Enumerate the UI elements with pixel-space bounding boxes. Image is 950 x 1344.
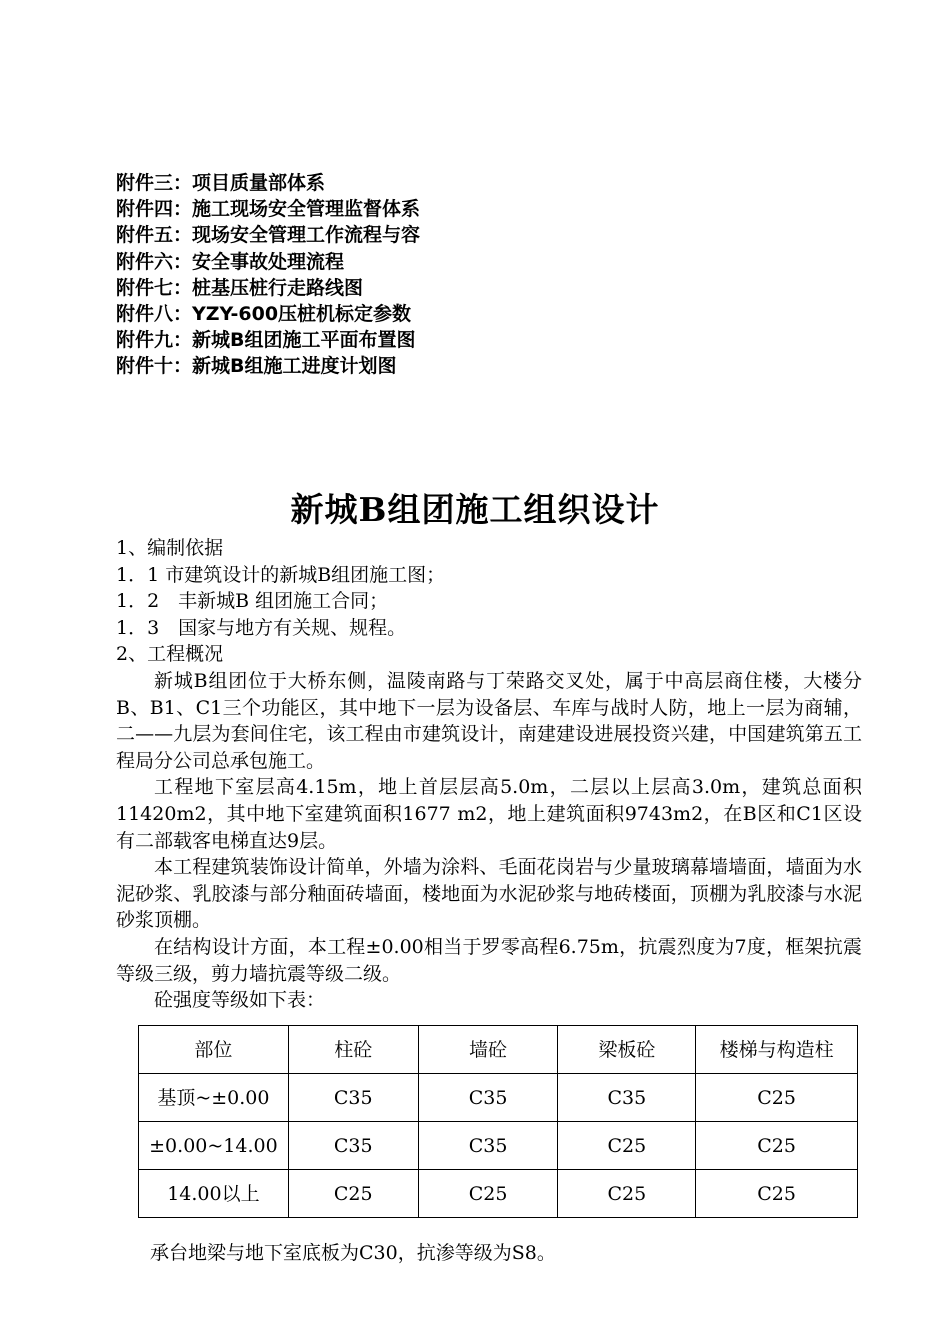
table-header-cell: 柱砼 <box>288 1026 418 1074</box>
basis-item: 1．1 市建筑设计的新城B组团施工图； <box>116 563 446 586</box>
appendix-item: 附件十：新城B组施工进度计划图 <box>116 355 397 378</box>
table-header-cell: 楼梯与构造柱 <box>696 1026 858 1074</box>
table-cell: C25 <box>696 1074 858 1122</box>
appendix-item: 附件六：安全事故处理流程 <box>116 250 345 273</box>
table-header-row <box>139 1026 858 1074</box>
table-header-cell: 墙砼 <box>418 1026 558 1074</box>
document-body <box>116 535 862 1014</box>
appendix-item: 附件七：桩基压桩行走路线图 <box>116 276 364 299</box>
table-cell: C35 <box>418 1122 558 1170</box>
appendix-item: 附件四：施工现场安全管理监督体系 <box>116 198 421 221</box>
overview-paragraph: 砼强度等级如下表： <box>154 989 326 1012</box>
overview-paragraph: 新城B组团位于大桥东侧，温陵南路与丁荣路交叉处，属于中高层商住楼，大楼分B、B1、C1三个功能区，其中地下一层为设备层、车库与战时人防，地上一层为商辅，二——九层为套间住宅，该工程由市建筑设计，南建建设进展投资兴建，中国建筑第五工程局分公司总承包施工。 <box>116 669 862 772</box>
overview-paragraph: 工程地下室层高4.15m，地上首层层高5.0m，二层以上层高3.0m，建筑总面积11420m2，其中地下室建筑面积1677 m2，地上建筑面积9743m2，在B区和C1区设有二部载客电梯直达9层。 <box>116 776 862 852</box>
basis-item: 1．2 丰新城B 组团施工合同； <box>116 590 389 613</box>
table-cell: C25 <box>418 1170 558 1218</box>
concrete-grade-table <box>138 1025 858 1218</box>
table-cell: C25 <box>558 1122 696 1170</box>
overview-paragraph: 本工程建筑装饰设计简单，外墙为涂料、毛面花岗岩与少量玻璃幕墙墙面，墙面为水泥砂浆、乳胶漆与部分釉面砖墙面，楼地面为水泥砂浆与地砖楼面，顶棚为乳胶漆与水泥砂浆顶棚。 <box>116 856 862 932</box>
footer-note: 承台地梁与地下室底板为C30，抗渗等级为S8。 <box>150 1242 556 1264</box>
table-cell: C25 <box>696 1170 858 1218</box>
appendix-item: 附件三：项目质量部体系 <box>116 172 326 194</box>
table-cell: C25 <box>696 1122 858 1170</box>
appendix-item: 附件八：YZY-600压桩机标定参数 <box>116 303 412 326</box>
table-row <box>139 1170 858 1218</box>
table-cell: ±0.00~14.00 <box>139 1122 289 1170</box>
table-cell: C35 <box>418 1074 558 1122</box>
table-cell: 14.00以上 <box>139 1170 289 1218</box>
section-heading: 2、工程概况 <box>116 643 224 666</box>
table-header-cell: 梁板砼 <box>558 1026 696 1074</box>
table-row <box>139 1074 858 1122</box>
table-cell: C25 <box>288 1170 418 1218</box>
appendix-item: 附件九：新城B组团施工平面布置图 <box>116 329 416 352</box>
table-cell: C35 <box>288 1074 418 1122</box>
section-heading: 1、编制依据 <box>116 537 224 559</box>
table-row <box>139 1122 858 1170</box>
basis-item: 1．3 国家与地方有关规、规程。 <box>116 616 407 639</box>
document-title: 新城B组团施工组织设计 <box>290 490 660 529</box>
appendix-item: 附件五：现场安全管理工作流程与容 <box>116 224 421 247</box>
table-cell: 基顶~±0.00 <box>139 1074 289 1122</box>
appendix-list <box>116 170 420 380</box>
table-header-cell: 部位 <box>139 1026 289 1074</box>
table-cell: C25 <box>558 1170 696 1218</box>
overview-paragraph: 在结构设计方面，本工程±0.00相当于罗零高程6.75m，抗震烈度为7度，框架抗震等级三级，剪力墙抗震等级二级。 <box>116 935 862 985</box>
table-cell: C35 <box>558 1074 696 1122</box>
table-cell: C35 <box>288 1122 418 1170</box>
